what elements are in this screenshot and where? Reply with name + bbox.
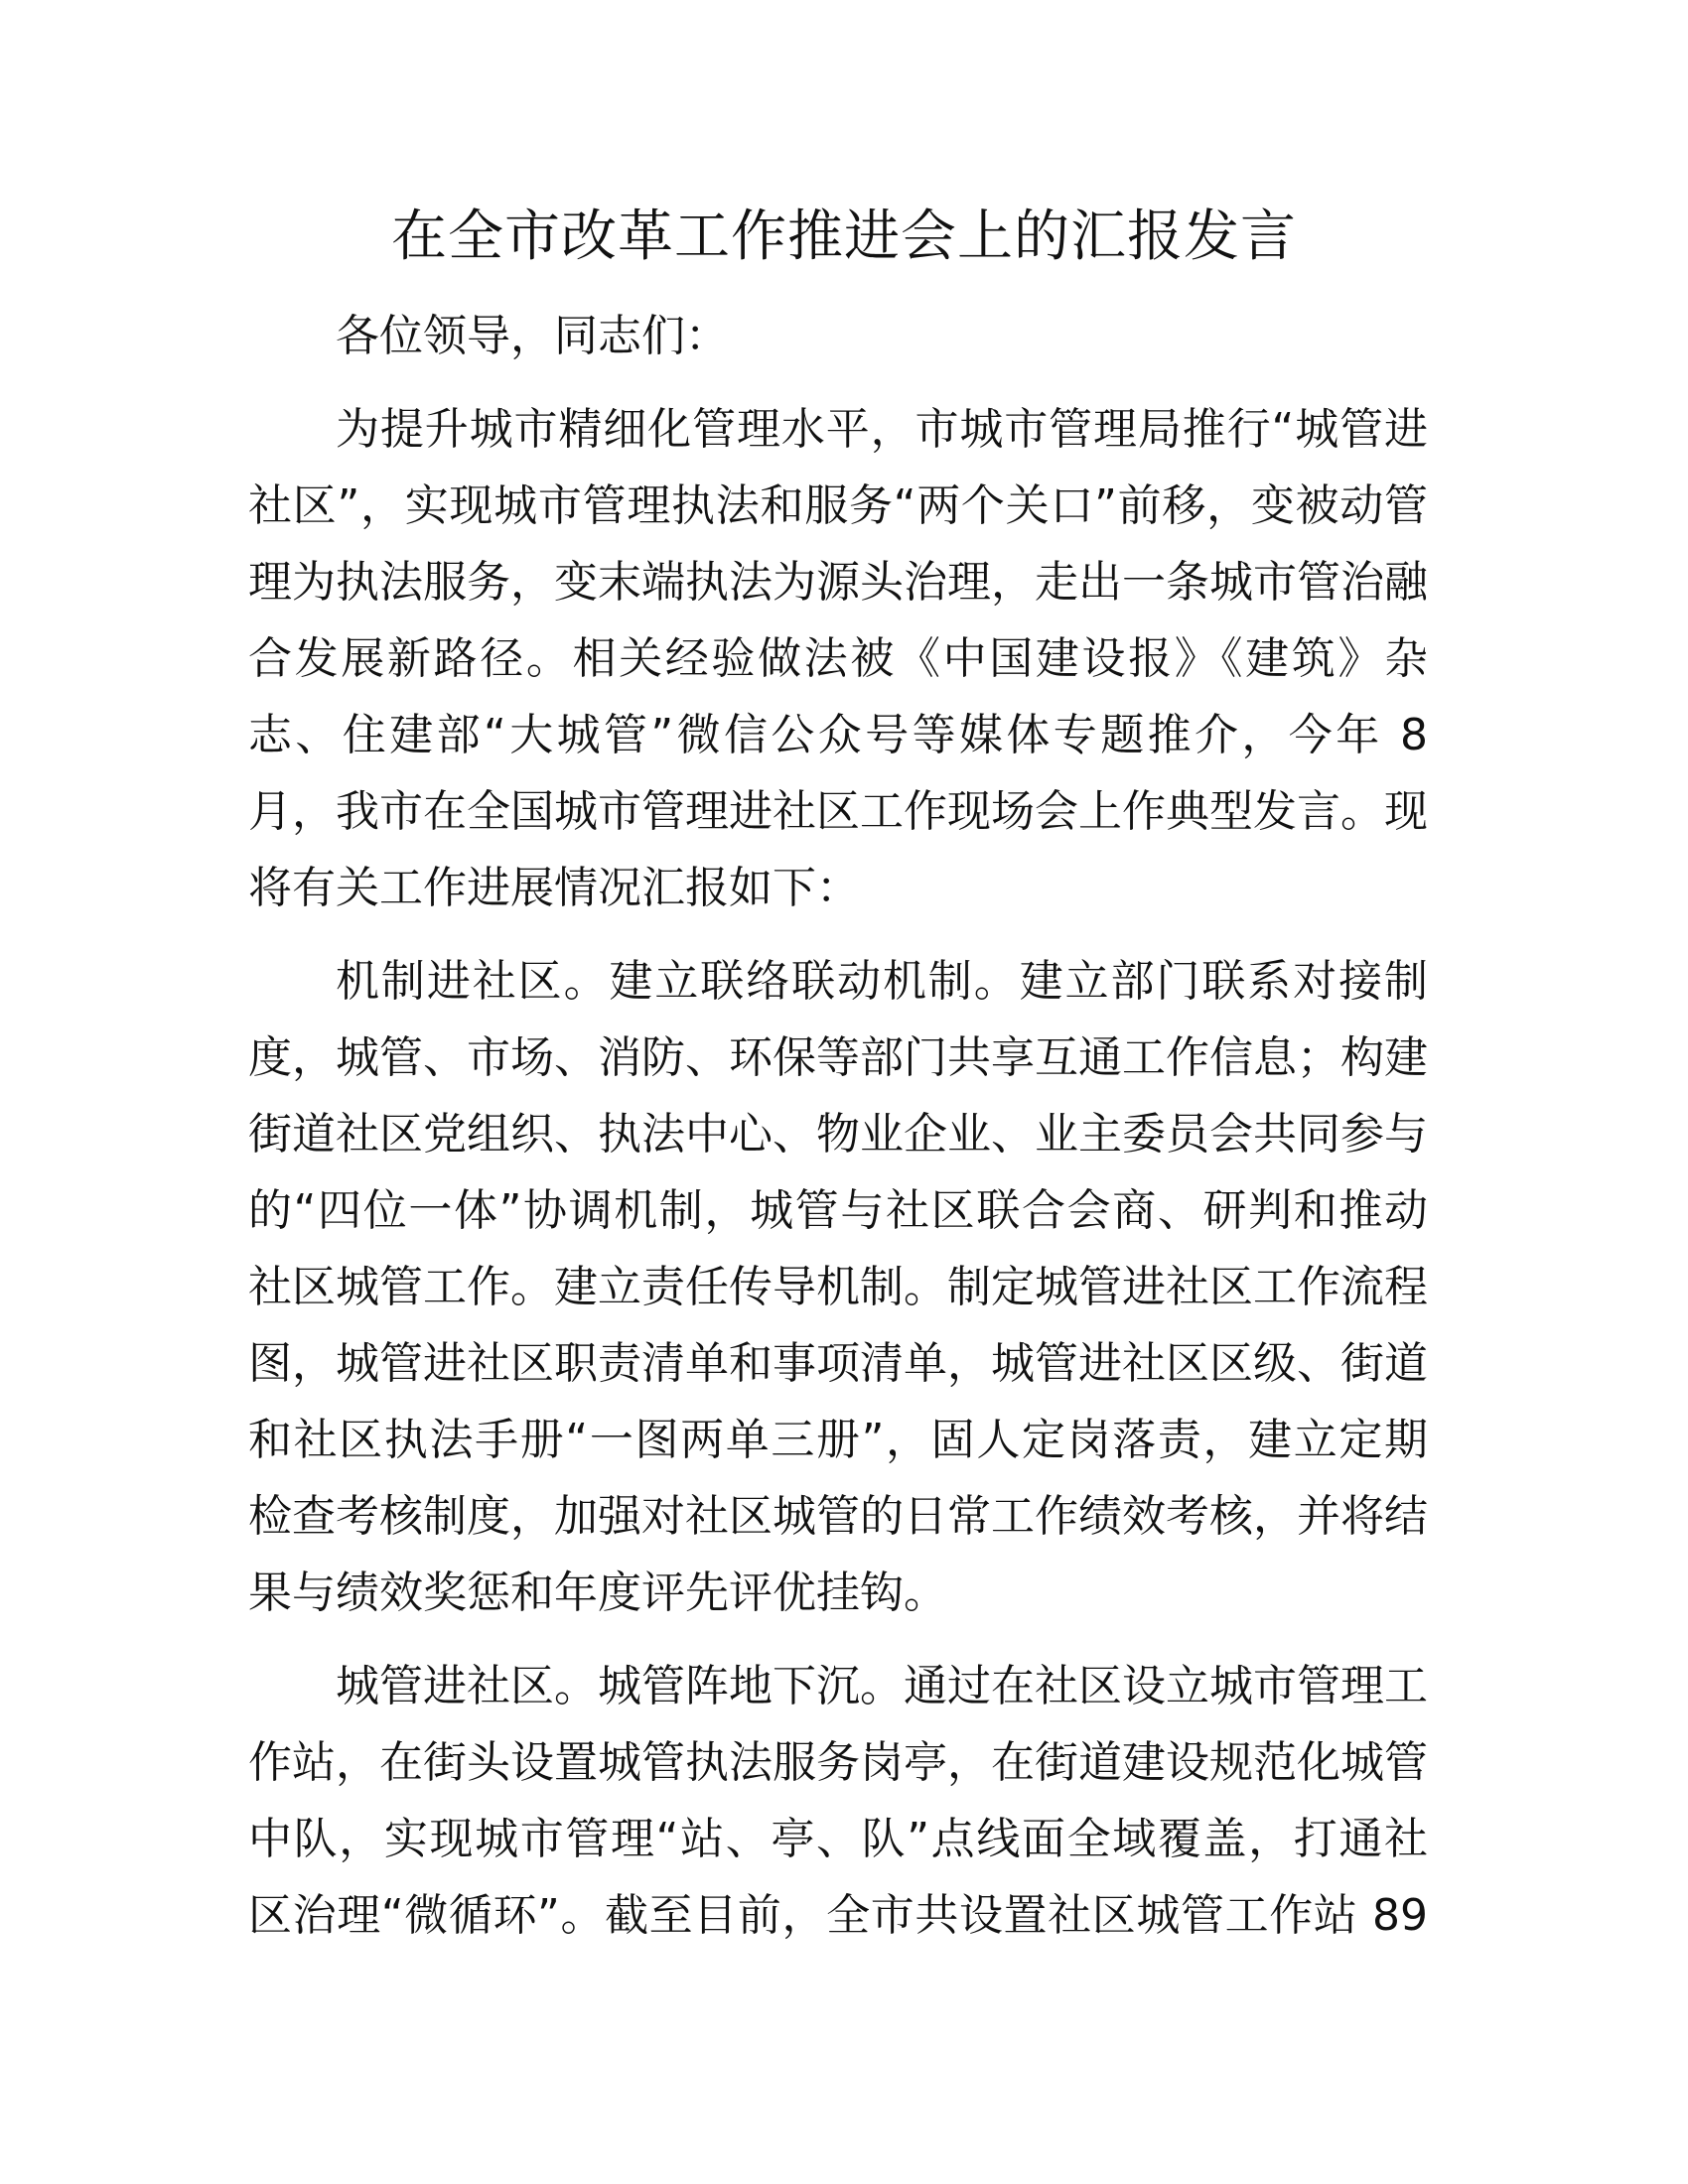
text-line: 社区”，实现城市管理执法和服务“两个关口”前移，变被动管 (248, 480, 1428, 531)
body-paragraph (248, 391, 1428, 926)
document-body (248, 298, 1428, 1971)
text-line: 图，城管进社区职责清单和事项清单，城管进社区区级、街道 (248, 1338, 1428, 1389)
greeting-paragraph (248, 298, 1428, 374)
text-line: 度，城管、市场、消防、环保等部门共享互通工作信息；构建 (248, 1032, 1428, 1083)
text-line: 机制进社区。建立联络联动机制。建立部门联系对接制 (336, 956, 1428, 1007)
text-line: 和社区执法手册“一图两单三册”，固人定岗落责，建立定期 (248, 1415, 1428, 1465)
text-line: 理为执法服务，变末端执法为源头治理，走出一条城市管治融 (248, 557, 1428, 608)
text-line: 果与绩效奖惩和年度评先评优挂钩。 (248, 1568, 947, 1618)
text-line: 城管进社区。城管阵地下沉。通过在社区设立城市管理工 (336, 1661, 1428, 1711)
text-line: 志、住建部“大城管”微信公众号等媒体专题推介，今年 8 (248, 710, 1428, 760)
body-paragraph (248, 943, 1428, 1631)
text-line: 的“四位一体”协调机制，城管与社区联合会商、研判和推动 (248, 1185, 1428, 1236)
text-line: 合发展新路径。相关经验做法被《中国建设报》《建筑》杂 (248, 633, 1428, 684)
text-line: 区治理“微循环”。截至目前，全市共设置社区城管工作站 89 (248, 1890, 1428, 1941)
text-line: 将有关工作进展情况汇报如下： (248, 863, 860, 913)
text-line: 为提升城市精细化管理水平，市城市管理局推行“城管进 (336, 404, 1428, 455)
text-line: 街道社区党组织、执法中心、物业企业、业主委员会共同参与 (248, 1109, 1428, 1160)
text-line: 中队，实现城市管理“站、亭、队”点线面全域覆盖，打通社 (248, 1814, 1428, 1864)
body-paragraph (248, 1648, 1428, 1954)
text-line: 月，我市在全国城市管理进社区工作现场会上作典型发言。现 (248, 786, 1428, 837)
text-line: 社区城管工作。建立责任传导机制。制定城管进社区工作流程 (248, 1262, 1428, 1312)
text-line: 各位领导，同志们： (336, 311, 729, 361)
text-line: 作站，在街头设置城管执法服务岗亭，在街道建设规范化城管 (248, 1737, 1428, 1788)
document-title: 在全市改革工作推进会上的汇报发言 (391, 205, 1297, 269)
text-line: 检查考核制度，加强对社区城管的日常工作绩效考核，并将结 (248, 1491, 1428, 1542)
